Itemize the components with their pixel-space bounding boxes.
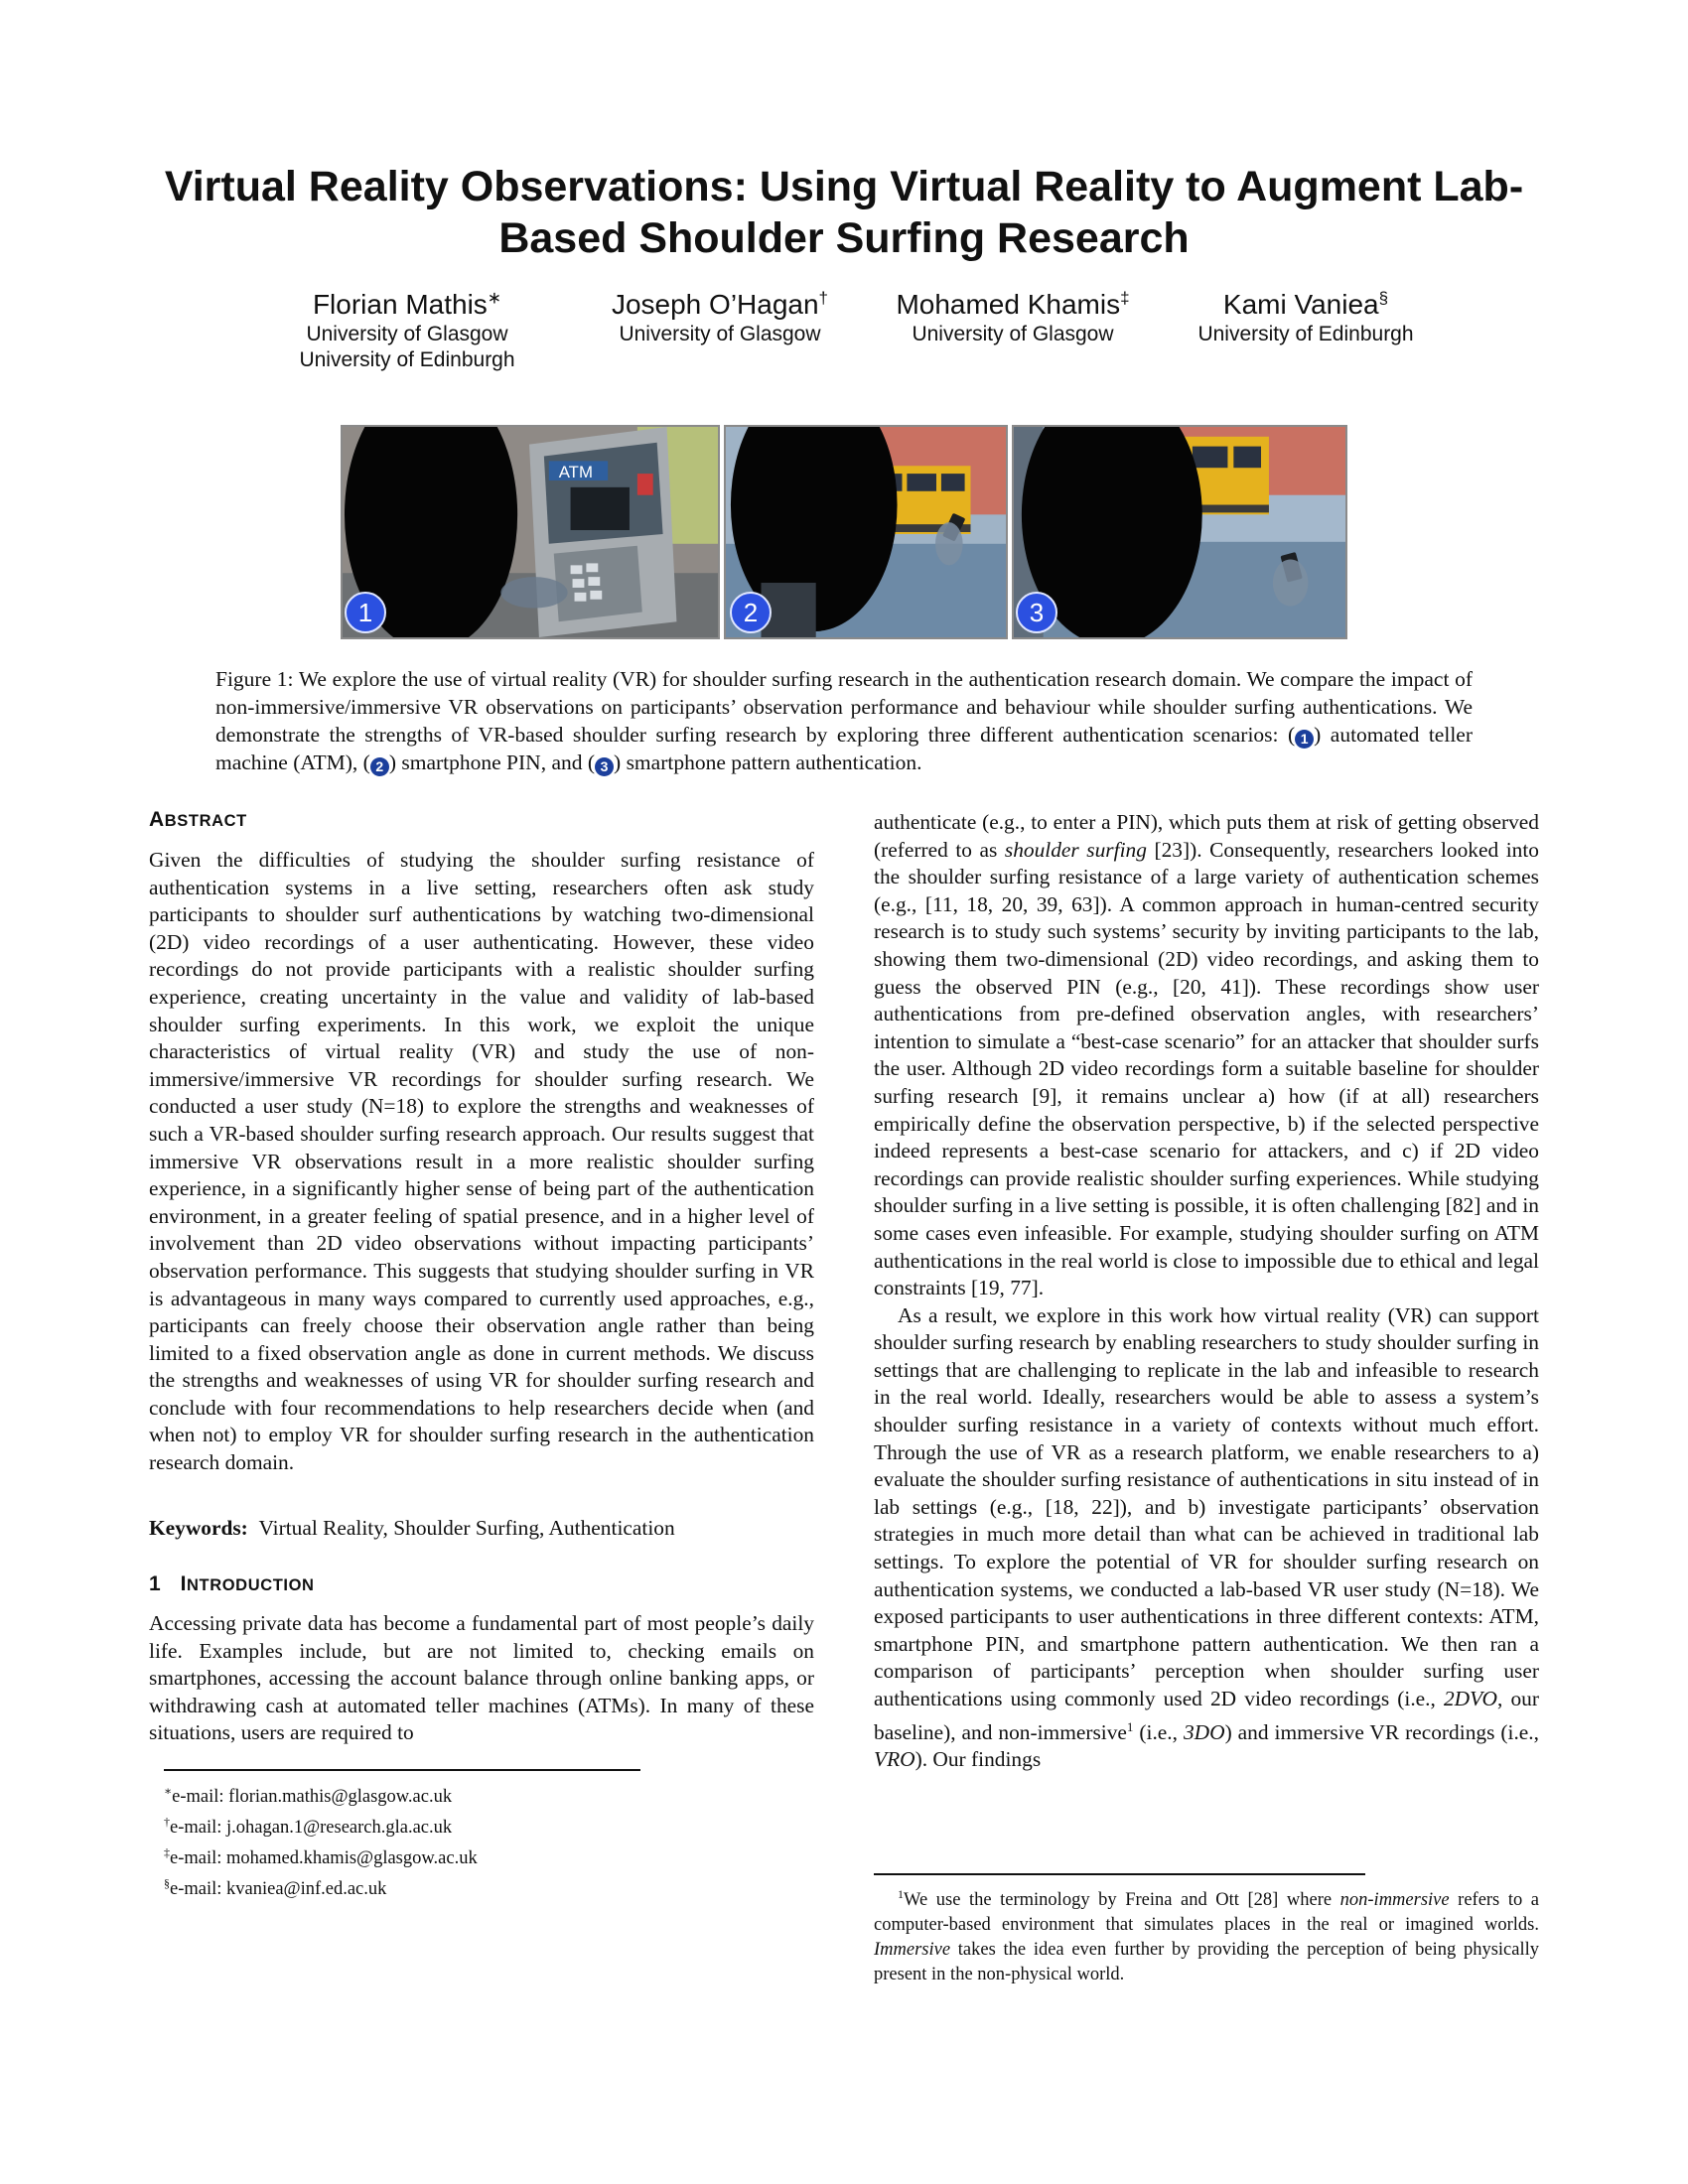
author-name: Florian Mathis∗ bbox=[312, 288, 502, 320]
figure-panel-atm bbox=[341, 425, 720, 639]
author-block-3 bbox=[864, 288, 1162, 347]
intro-paragraph-1: authenticate (e.g., to enter a PIN), which puts them at risk of getting observed (referred to as shoulder surfing [23]). Consequently, researchers looked into the shoulder surfing resistance of a large variety of authentication schemes (e.g., [11, 18, 20, 39, 63]). A common approach in human-centred security research is to study such systems’ security by inviting participants to the lab, showing them two-dimensional (2D) video recordings, and asking them to guess the observed PIN (e.g., [20, 41]). These recordings show user authentications from pre-defined observation angles, with researchers’ intention to simulate a “best-case scenario” for an attacker that shoulder surfs the user. Although 2D video recordings form a suitable baseline for shoulder surfing research [9], it remains unclear a) how (if at all) researchers empirically define the observation perspective, b) if the selected perspective indeed represents a best-case scenario for attackers, and c) if 2D video recordings can provide realistic shoulder surfing experiences. While studying shoulder surfing in a live setting is possible, it is often challenging [82] and in some cases even infeasible. For example, studying shoulder surfing on ATM authentications in the real world is close to impossible due to ethical and legal constraints [19, 77]. bbox=[874, 810, 1539, 1300]
author-affiliation: University of Glasgow bbox=[306, 323, 508, 345]
author-name: Mohamed Khamis‡ bbox=[896, 288, 1130, 320]
footnote-rule-left bbox=[164, 1769, 640, 1771]
footnote-rule-right bbox=[874, 1873, 1365, 1875]
teaser-figure bbox=[341, 425, 1347, 639]
figure-caption: Figure 1: We explore the use of virtual reality (VR) for shoulder surfing research in the authentication research domain. We compare the impact of non-immersive/immersive VR observations on participants’ observation performance and behaviour while shoulder surfing authentications. We demonstrate the strengths of VR-based shoulder surfing research by exploring three different authentication scenarios: ( 1 ) automated teller machine (ATM), ( 2 ) smartphone PIN, and ( 3 ) smartphone pattern authentication. bbox=[215, 667, 1473, 774]
footnote-item: ‡e-mail: mohamed.khamis@glasgow.ac.uk bbox=[164, 1845, 478, 1869]
panel-number-badge-1: 1 bbox=[345, 592, 386, 633]
author-block-4 bbox=[1157, 288, 1455, 347]
keywords-label: Keywords: bbox=[149, 1516, 248, 1540]
author-name: Kami Vaniea§ bbox=[1222, 288, 1389, 320]
introduction-heading: 1 INTRODUCTION bbox=[149, 1572, 315, 1595]
keywords-text: Virtual Reality, Shoulder Surfing, Authentication bbox=[258, 1516, 675, 1540]
keywords bbox=[149, 1515, 814, 1543]
author-name: Joseph O’Hagan† bbox=[611, 288, 829, 320]
intro-paragraph-2: As a result, we explore in this work how virtual reality (VR) can support shoulder surfing research by enabling researchers to study shoulder surfing in settings that are challenging to replicate in the lab and infeasible to research in the real world. Ideally, researchers would be able to assess a system’s shoulder surfing resistance in a variety of contexts without much effort. Through the use of VR as a research platform, we enable researchers to a) evaluate the shoulder surfing resistance of authentications in situ instead of in lab settings (e.g., [18, 22]), and b) investigate participants’ observation strategies in much more detail than what can be achieved in traditional lab settings. To explore the potential of VR for shoulder surfing research on authentication systems, we conducted a lab-based VR user study (N=18). We exposed participants to user authentications in three different contexts: ATM, smartphone PIN, and smartphone pattern authentication. We then ran a comparison of participants’ perception when shoulder surfing user authentications using commonly used 2D video recordings (i.e., 2DVO, our baseline), and non-immersive$^1$ (i.e., 3DO) and immersive VR recordings (i.e., VRO). Our findings bbox=[874, 1302, 1539, 1772]
bus-stop-pattern-scene-illustration bbox=[1014, 427, 1345, 637]
paper-title: Virtual Reality Observations: Using Virtual Reality to Augment Lab-Based Shoulder Surfing Research bbox=[164, 163, 1524, 262]
caption-badge-1: 1 bbox=[1295, 730, 1314, 749]
abstract-heading: ABSTRACT bbox=[149, 808, 247, 831]
footnote-item: ∗e-mail: florian.mathis@glasgow.ac.uk bbox=[164, 1784, 453, 1808]
footnote-item: †e-mail: j.ohagan.1@research.gla.ac.uk bbox=[164, 1815, 453, 1839]
author-affiliation: University of Edinburgh bbox=[1197, 323, 1414, 345]
atm-sign-text: ATM bbox=[558, 463, 593, 482]
panel-number-badge-2: 2 bbox=[730, 592, 772, 633]
author-affiliation: University of Edinburgh bbox=[299, 348, 515, 371]
caption-badge-3: 3 bbox=[595, 757, 614, 776]
abstract-body bbox=[149, 847, 814, 1477]
figure-panel-smartphone-pattern bbox=[1012, 425, 1347, 639]
author-affiliation: University of Glasgow bbox=[912, 323, 1114, 345]
introduction-left-text: Accessing private data has become a fundamental part of most people’s daily life. Examples include, but are not limited to, checking emails on smartphones, accessing the account balance through online banking apps, or withdrawing cash at automated teller machines (ATMs). In many of these situations, users are required to bbox=[149, 1611, 814, 1745]
panel-number-badge-3: 3 bbox=[1016, 592, 1057, 633]
author-block-2 bbox=[571, 288, 869, 347]
author-footnotes bbox=[164, 1779, 478, 1903]
abstract-text: Given the difficulties of studying the shoulder surfing resistance of authentication systems in a live setting, researchers often ask study participants to shoulder surf authentications by watching two-dimensional (2D) video recordings of a user authenticating. However, these video recordings do not provide participants with a realistic shoulder surfing experience, creating uncertainty in the value and validity of lab-based shoulder surfing experiments. In this work, we exploit the unique characteristics of virtual reality (VR) and study the use of non-immersive/immersive VR recordings for shoulder surfing research. We conducted a user study (N=18) to explore the strengths and weaknesses of such a VR-based shoulder surfing research approach. Our results suggest that immersive VR observations result in a more realistic shoulder surfing experience, in a significantly higher sense of being part of the authentication environment, in a greater feeling of spatial presence, and in a higher level of involvement than 2D video observations without impacting participants’ observation performance. This suggests that studying shoulder surfing in VR is advantageous in many ways compared to currently used approaches, e.g., participants can freely choose their observation angle rather than being limited to a fixed observation angle as done in current methods. We discuss the strengths and weaknesses of using VR for shoulder surfing research and conclude with four recommendations to help researchers decide when (and when not) to employ VR for shoulder surfing research in the authentication research domain. bbox=[149, 848, 814, 1475]
footnote-item: §e-mail: kvaniea@inf.ed.ac.uk bbox=[164, 1876, 387, 1900]
author-block-1 bbox=[258, 288, 556, 373]
introduction-right-text bbox=[874, 809, 1539, 1774]
caption-badge-2: 2 bbox=[370, 757, 389, 776]
author-affiliation: University of Glasgow bbox=[619, 323, 821, 345]
atm-scene-illustration bbox=[343, 427, 718, 637]
terminology-footnote: $^1$We use the terminology by Freina and Ott [28] where non-immersive refers to a computer-based environment that simulates places in the real or imagined worlds. Immersive takes the idea even further by providing the perception of being physically present in the non-physical world. bbox=[874, 1887, 1539, 1985]
